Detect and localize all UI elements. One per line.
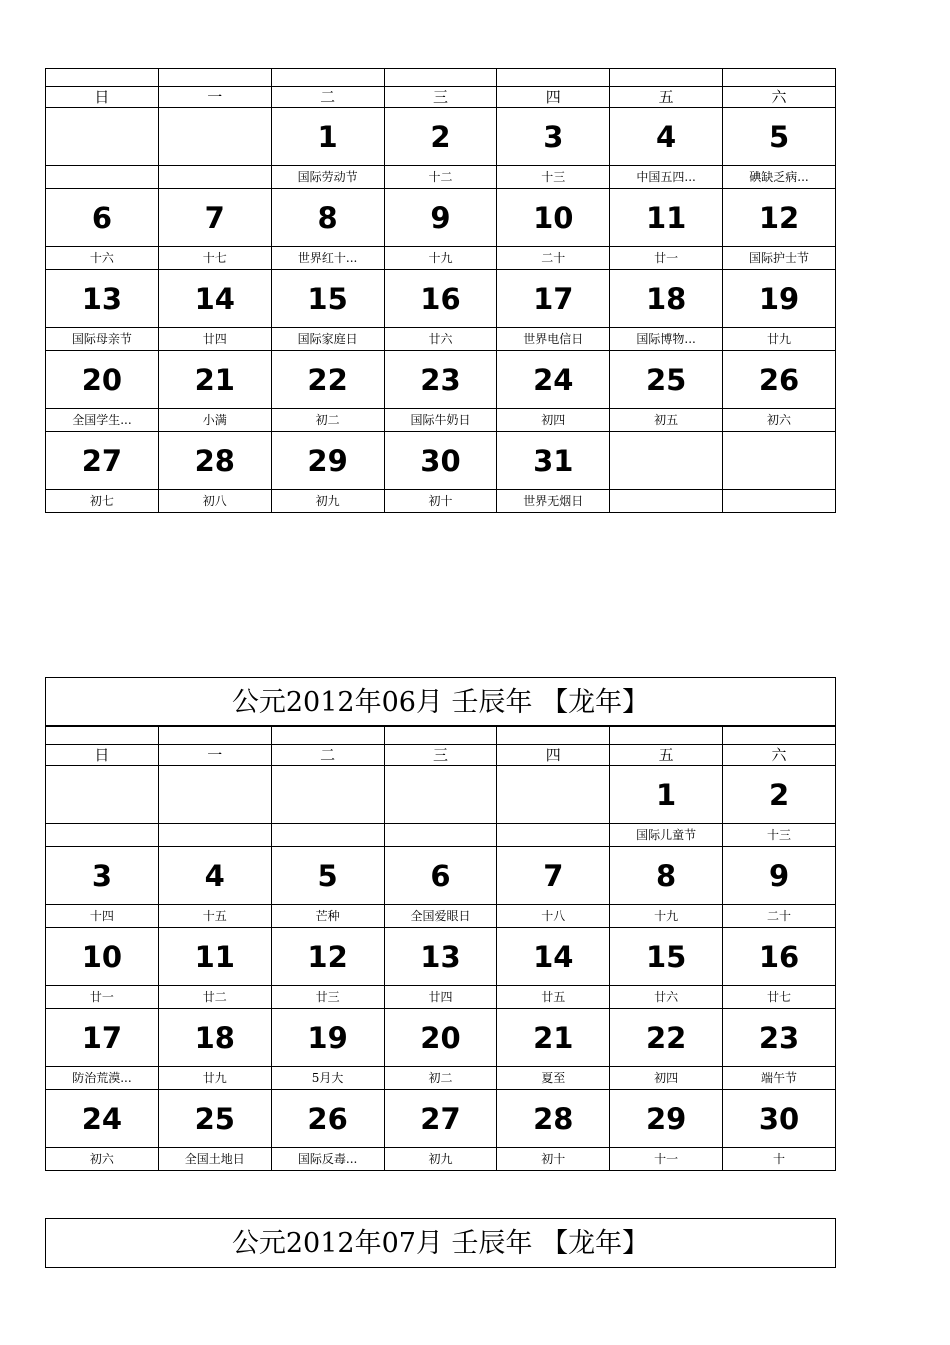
- day-note: 廿三: [271, 986, 384, 1009]
- day-note: 十九: [384, 247, 497, 270]
- day-number: 8: [610, 847, 723, 905]
- day-number: 23: [384, 351, 497, 409]
- day-number: 21: [158, 351, 271, 409]
- day-note: 廿六: [610, 986, 723, 1009]
- day-number: 10: [46, 928, 159, 986]
- day-note: 十三: [497, 166, 610, 189]
- day-note: 国际劳动节: [271, 166, 384, 189]
- day-number: 22: [271, 351, 384, 409]
- weekday-header-row: [46, 87, 836, 108]
- day-note: 廿二: [158, 986, 271, 1009]
- day-number: [384, 766, 497, 824]
- july-title-box: [45, 1218, 836, 1268]
- weekday-label: 三: [384, 87, 497, 108]
- day-number: 28: [497, 1090, 610, 1148]
- day-number: 25: [158, 1090, 271, 1148]
- weekday-label: 五: [610, 87, 723, 108]
- day-number: 20: [46, 351, 159, 409]
- day-note: 廿四: [158, 328, 271, 351]
- day-note-row: [46, 905, 836, 928]
- day-note: 十五: [158, 905, 271, 928]
- day-note: 国际牛奶日: [384, 409, 497, 432]
- month-title: 公元2012年07月 壬辰年 【龙年】: [231, 1228, 650, 1259]
- day-note: 廿五: [497, 986, 610, 1009]
- day-number: 9: [723, 847, 836, 905]
- day-note: 国际护士节: [723, 247, 836, 270]
- day-note-row: [46, 247, 836, 270]
- day-number: 30: [723, 1090, 836, 1148]
- day-note: 廿七: [723, 986, 836, 1009]
- day-note: 初二: [271, 409, 384, 432]
- day-note: 二十: [497, 247, 610, 270]
- day-note: 初二: [384, 1067, 497, 1090]
- weekday-label: 五: [610, 745, 723, 766]
- day-number-row: [46, 1009, 836, 1067]
- day-number: 24: [497, 351, 610, 409]
- day-number: 15: [271, 270, 384, 328]
- day-note: [271, 824, 384, 847]
- day-number: 15: [610, 928, 723, 986]
- day-note: [610, 490, 723, 513]
- day-number: 2: [384, 108, 497, 166]
- day-note: 十三: [723, 824, 836, 847]
- day-note: 十一: [610, 1148, 723, 1171]
- day-number: 23: [723, 1009, 836, 1067]
- day-number: [723, 432, 836, 490]
- day-note-row: [46, 409, 836, 432]
- day-number: 7: [158, 189, 271, 247]
- day-number: 3: [46, 847, 159, 905]
- day-note: 初七: [46, 490, 159, 513]
- day-number-row: [46, 847, 836, 905]
- day-note: 初八: [158, 490, 271, 513]
- day-number: [497, 766, 610, 824]
- day-number: 29: [610, 1090, 723, 1148]
- day-note-row: [46, 166, 836, 189]
- day-number: 12: [723, 189, 836, 247]
- day-note: 国际家庭日: [271, 328, 384, 351]
- day-note: 初十: [384, 490, 497, 513]
- day-number: 5: [723, 108, 836, 166]
- calendar-may: [45, 68, 836, 513]
- day-number-row: [46, 1090, 836, 1148]
- day-note: 十: [723, 1148, 836, 1171]
- day-number: 11: [158, 928, 271, 986]
- day-number: 27: [46, 432, 159, 490]
- day-number: 16: [723, 928, 836, 986]
- day-note: [497, 824, 610, 847]
- day-number: 10: [497, 189, 610, 247]
- day-number: 20: [384, 1009, 497, 1067]
- day-number-row: [46, 108, 836, 166]
- day-number: 4: [610, 108, 723, 166]
- day-note: 初四: [610, 1067, 723, 1090]
- day-number: [158, 108, 271, 166]
- day-note: 世界红十...: [271, 247, 384, 270]
- day-note: 世界无烟日: [497, 490, 610, 513]
- day-number: 25: [610, 351, 723, 409]
- day-note: 国际儿童节: [610, 824, 723, 847]
- day-note: 十八: [497, 905, 610, 928]
- day-note: 国际母亲节: [46, 328, 159, 351]
- day-note: 初六: [723, 409, 836, 432]
- day-number: 3: [497, 108, 610, 166]
- day-number-row: [46, 189, 836, 247]
- spacer-row: [46, 69, 836, 87]
- day-number: 22: [610, 1009, 723, 1067]
- day-note: 二十: [723, 905, 836, 928]
- day-note: 十七: [158, 247, 271, 270]
- day-number: 4: [158, 847, 271, 905]
- day-note: 世界电信日: [497, 328, 610, 351]
- day-note-row: [46, 986, 836, 1009]
- day-note-row: [46, 1067, 836, 1090]
- weekday-label: 四: [497, 87, 610, 108]
- day-note: 全国学生...: [46, 409, 159, 432]
- day-number: 2: [723, 766, 836, 824]
- day-number: 11: [610, 189, 723, 247]
- weekday-label: 一: [158, 87, 271, 108]
- day-number-row: [46, 351, 836, 409]
- day-note: 中国五四...: [610, 166, 723, 189]
- calendar-june: [45, 726, 836, 1171]
- day-note: 廿一: [46, 986, 159, 1009]
- day-number: 1: [271, 108, 384, 166]
- spacer-row: [46, 727, 836, 745]
- day-number: 24: [46, 1090, 159, 1148]
- day-number: 19: [271, 1009, 384, 1067]
- day-number: 30: [384, 432, 497, 490]
- day-number: 21: [497, 1009, 610, 1067]
- day-number: 31: [497, 432, 610, 490]
- day-number: [46, 766, 159, 824]
- day-note: [46, 824, 159, 847]
- weekday-label: 日: [46, 745, 159, 766]
- weekday-label: 二: [271, 87, 384, 108]
- day-number: 26: [271, 1090, 384, 1148]
- day-note: 初九: [384, 1148, 497, 1171]
- day-note-row: [46, 824, 836, 847]
- day-number: 9: [384, 189, 497, 247]
- day-note: [723, 490, 836, 513]
- day-note: 初四: [497, 409, 610, 432]
- day-note: 芒种: [271, 905, 384, 928]
- day-note: [46, 166, 159, 189]
- day-number: 6: [384, 847, 497, 905]
- day-number-row: [46, 432, 836, 490]
- day-note: 全国土地日: [158, 1148, 271, 1171]
- day-number: 14: [497, 928, 610, 986]
- day-number: 6: [46, 189, 159, 247]
- day-note: 全国爱眼日: [384, 905, 497, 928]
- day-number: 17: [497, 270, 610, 328]
- day-number: 13: [46, 270, 159, 328]
- day-note: 廿九: [158, 1067, 271, 1090]
- day-note: 夏至: [497, 1067, 610, 1090]
- day-note: [158, 824, 271, 847]
- day-note: 初九: [271, 490, 384, 513]
- weekday-label: 三: [384, 745, 497, 766]
- day-note: 防治荒漠...: [46, 1067, 159, 1090]
- day-number: 17: [46, 1009, 159, 1067]
- weekday-label: 六: [723, 87, 836, 108]
- day-number: 18: [610, 270, 723, 328]
- day-note: 十二: [384, 166, 497, 189]
- day-note: 十六: [46, 247, 159, 270]
- weekday-label: 日: [46, 87, 159, 108]
- day-number: [158, 766, 271, 824]
- day-number: [271, 766, 384, 824]
- day-number-row: [46, 928, 836, 986]
- day-note: 十九: [610, 905, 723, 928]
- weekday-label: 一: [158, 745, 271, 766]
- day-number: 5: [271, 847, 384, 905]
- day-note: 国际反毒...: [271, 1148, 384, 1171]
- day-number: 19: [723, 270, 836, 328]
- day-note-row: [46, 328, 836, 351]
- day-note: [158, 166, 271, 189]
- day-number: 7: [497, 847, 610, 905]
- day-number: 13: [384, 928, 497, 986]
- weekday-header-row: [46, 745, 836, 766]
- day-note-row: [46, 1148, 836, 1171]
- day-note: 碘缺乏病...: [723, 166, 836, 189]
- june-title-box: [45, 677, 836, 726]
- day-note: 初十: [497, 1148, 610, 1171]
- day-number: 14: [158, 270, 271, 328]
- day-number: 12: [271, 928, 384, 986]
- day-note: 廿六: [384, 328, 497, 351]
- day-note: [384, 824, 497, 847]
- day-number: 28: [158, 432, 271, 490]
- day-note-row: [46, 490, 836, 513]
- day-number: 26: [723, 351, 836, 409]
- weekday-label: 二: [271, 745, 384, 766]
- day-number-row: [46, 270, 836, 328]
- month-title: 公元2012年06月 壬辰年 【龙年】: [231, 687, 650, 718]
- day-number: 18: [158, 1009, 271, 1067]
- day-note: 廿一: [610, 247, 723, 270]
- day-note: 5月大: [271, 1067, 384, 1090]
- day-note: 初五: [610, 409, 723, 432]
- day-note: 初六: [46, 1148, 159, 1171]
- day-number: 8: [271, 189, 384, 247]
- day-note: 廿九: [723, 328, 836, 351]
- day-number: 29: [271, 432, 384, 490]
- day-number: [46, 108, 159, 166]
- day-number: [610, 432, 723, 490]
- day-number: 16: [384, 270, 497, 328]
- day-note: 国际博物...: [610, 328, 723, 351]
- day-note: 廿四: [384, 986, 497, 1009]
- weekday-label: 四: [497, 745, 610, 766]
- day-note: 十四: [46, 905, 159, 928]
- weekday-label: 六: [723, 745, 836, 766]
- day-note: 端午节: [723, 1067, 836, 1090]
- day-number-row: [46, 766, 836, 824]
- day-note: 小满: [158, 409, 271, 432]
- day-number: 1: [610, 766, 723, 824]
- day-number: 27: [384, 1090, 497, 1148]
